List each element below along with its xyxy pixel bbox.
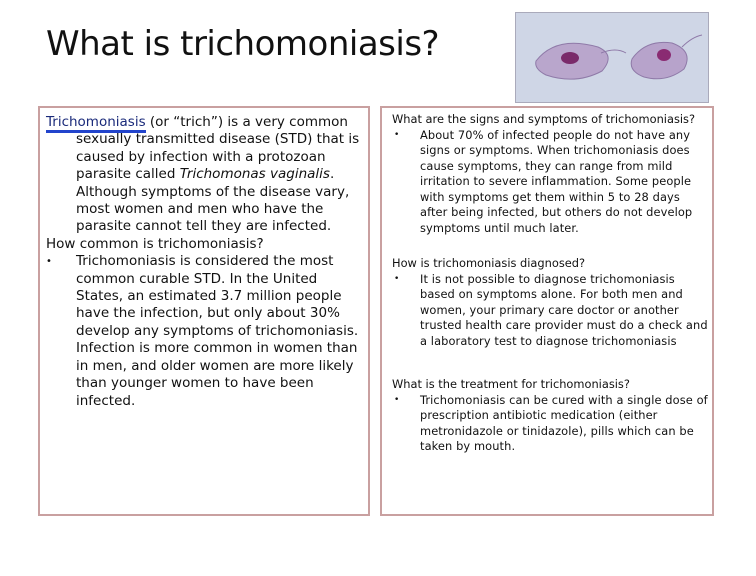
intro-text-1: (or “trich”) is a very common sexually transmitted disease (STD) that is caused by infection with a protozoan parasite called <box>76 114 360 183</box>
diagnosis-text: It is not possible to diagnose trichomoniasis based on symptoms alone. For both men and women, your primary care doctor or another trusted health care provider must do a check and a laboratory test to diagnose trichomoniasis <box>420 271 708 348</box>
bullet-icon: • <box>394 129 400 140</box>
diagnosis-bullet <box>392 272 710 350</box>
right-text <box>392 112 710 455</box>
species-name: Trichomonas vaginalis <box>179 166 330 183</box>
intro-paragraph <box>46 114 366 236</box>
bullet-icon: • <box>46 256 52 268</box>
intro-text-2: . Although symptoms of the disease vary, most women and men who have the parasite cannot tell they are infected. <box>76 166 350 235</box>
diagnosis-question: How is trichomoniasis diagnosed? <box>392 256 586 270</box>
treatment-question: What is the treatment for trichomoniasis? <box>392 377 630 391</box>
left-text-panel <box>38 106 370 516</box>
how-common-bullet <box>46 253 366 410</box>
symptoms-text: About 70% of infected people do not have any signs or symptoms. When trichomoniasis does cause symptoms, they can range from mild irritation to severe inflammation. Some people with symptoms get them within 5 to 28 days after being infected, but others do not develop symptoms until much later. <box>420 127 693 235</box>
treatment-bullet <box>392 393 710 455</box>
trichomoniasis-link[interactable]: Trichomoniasis <box>46 114 146 133</box>
treatment-text: Trichomoniasis can be cured with a single dose of prescription antibiotic medication (either metronidazole or tinidazole), pills which can be taken by mouth. <box>420 392 708 453</box>
symptoms-bullet <box>392 128 710 237</box>
right-text-panel <box>380 106 714 516</box>
trichomonas-micrograph <box>515 12 709 103</box>
bullet-icon: • <box>394 394 400 405</box>
bullet-icon: • <box>394 273 400 284</box>
micrograph-illustration <box>516 13 708 102</box>
how-common-text: Trichomoniasis is considered the most common curable STD. In the United States, an estimated 3.7 million people have the infection, but only about 30% develop any symptoms of trichomoniasis. Infection is more common in women than in men, and older women are more likely than younger women to have been infected. <box>76 253 359 409</box>
slide-title: What is trichomoniasis? <box>46 24 440 64</box>
how-common-question: How common is trichomoniasis? <box>46 235 264 252</box>
symptoms-question: What are the signs and symptoms of trichomoniasis? <box>392 112 696 126</box>
left-text <box>46 114 366 410</box>
